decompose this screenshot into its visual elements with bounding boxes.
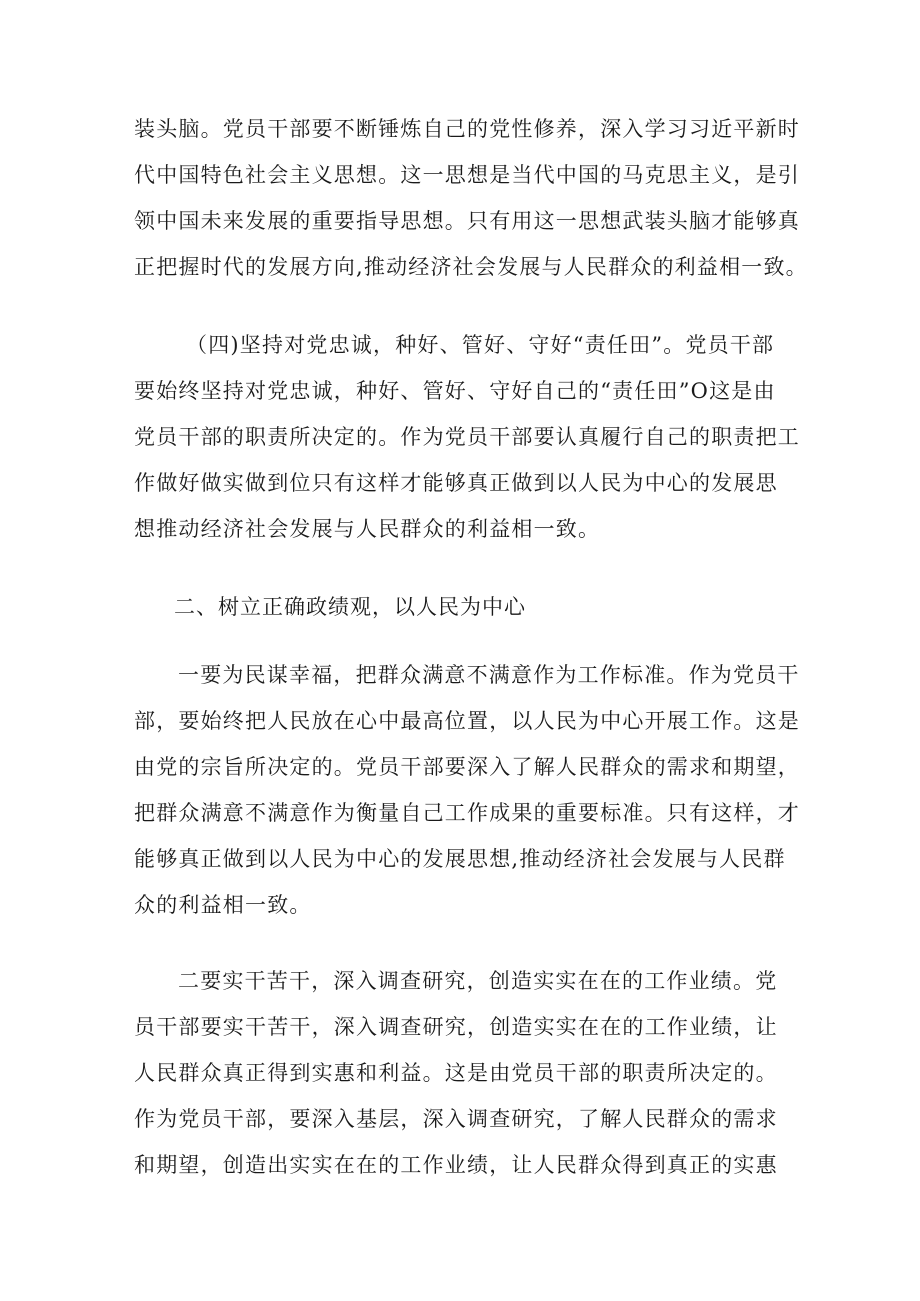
text-line: 装头脑。党员干部要不断锤炼自己的党性修养，深入学习习近平新时 bbox=[134, 117, 800, 141]
text-line: 和期望，创造出实实在在的工作业绩，让人民群众得到真正的实惠 bbox=[134, 1153, 778, 1177]
paragraph-1 bbox=[134, 110, 808, 286]
text-line: 能够真正做到以人民为中心的发展思想,推动经济社会发展与人民群 bbox=[134, 847, 786, 871]
text-line: 众的利益相一致。 bbox=[134, 893, 312, 917]
section-heading bbox=[134, 588, 794, 626]
text-line: 把群众满意不满意作为衡量自己工作成果的重要标准。只有这样，才 bbox=[134, 801, 800, 825]
text-line: 党员干部的职责所决定的。作为党员干部要认真履行自己的职责把工 bbox=[134, 425, 800, 449]
text-line: 想推动经济社会发展与人民群众的利益相一致。 bbox=[134, 517, 601, 541]
text-line: （四)坚持对党忠诚，种好、管好、守好“责任田”。党员干部 bbox=[186, 333, 775, 357]
text-line: 员干部要实干苦干，深入调查研究，创造实实在在的工作业绩，让 bbox=[134, 1015, 778, 1039]
text-line: 由党的宗旨所决定的。党员干部要深入了解人民群众的需求和期望， bbox=[134, 755, 800, 779]
text-line: 一要为民谋幸福，把群众满意不满意作为工作标准。作为党员干 bbox=[178, 663, 800, 687]
section-heading-text: 二、树立正确政绩观，以人民为中心 bbox=[174, 595, 526, 619]
text-line: 二要实干苦干，深入调查研究，创造实实在在的工作业绩。党 bbox=[178, 969, 778, 993]
text-line: 代中国特色社会主义思想。这一思想是当代中国的马克思主义，是引 bbox=[134, 163, 800, 187]
text-line: 作做好做实做到位只有这样才能够真正做到以人民为中心的发展思 bbox=[134, 471, 778, 495]
text-line: 要始终坚持对党忠诚，种好、管好、守好自己的“责任田”O这是由 bbox=[134, 379, 776, 403]
text-line: 人民群众真正得到实惠和利益。这是由党员干部的职责所决定的。 bbox=[134, 1061, 778, 1085]
text-line: 领中国未来发展的重要指导思想。只有用这一思想武装头脑才能够真 bbox=[134, 209, 800, 233]
paragraph-2 bbox=[134, 326, 800, 548]
text-line: 正把握时代的发展方向,推动经济社会发展与人民群众的利益相一致。 bbox=[134, 255, 808, 279]
text-line: 作为党员干部，要深入基层，深入调查研究，了解人民群众的需求 bbox=[134, 1107, 778, 1131]
text-line: 部，要始终把人民放在心中最高位置，以人民为中心开展工作。这是 bbox=[134, 709, 800, 733]
paragraph-4 bbox=[134, 962, 794, 1184]
paragraph-3 bbox=[134, 656, 800, 924]
